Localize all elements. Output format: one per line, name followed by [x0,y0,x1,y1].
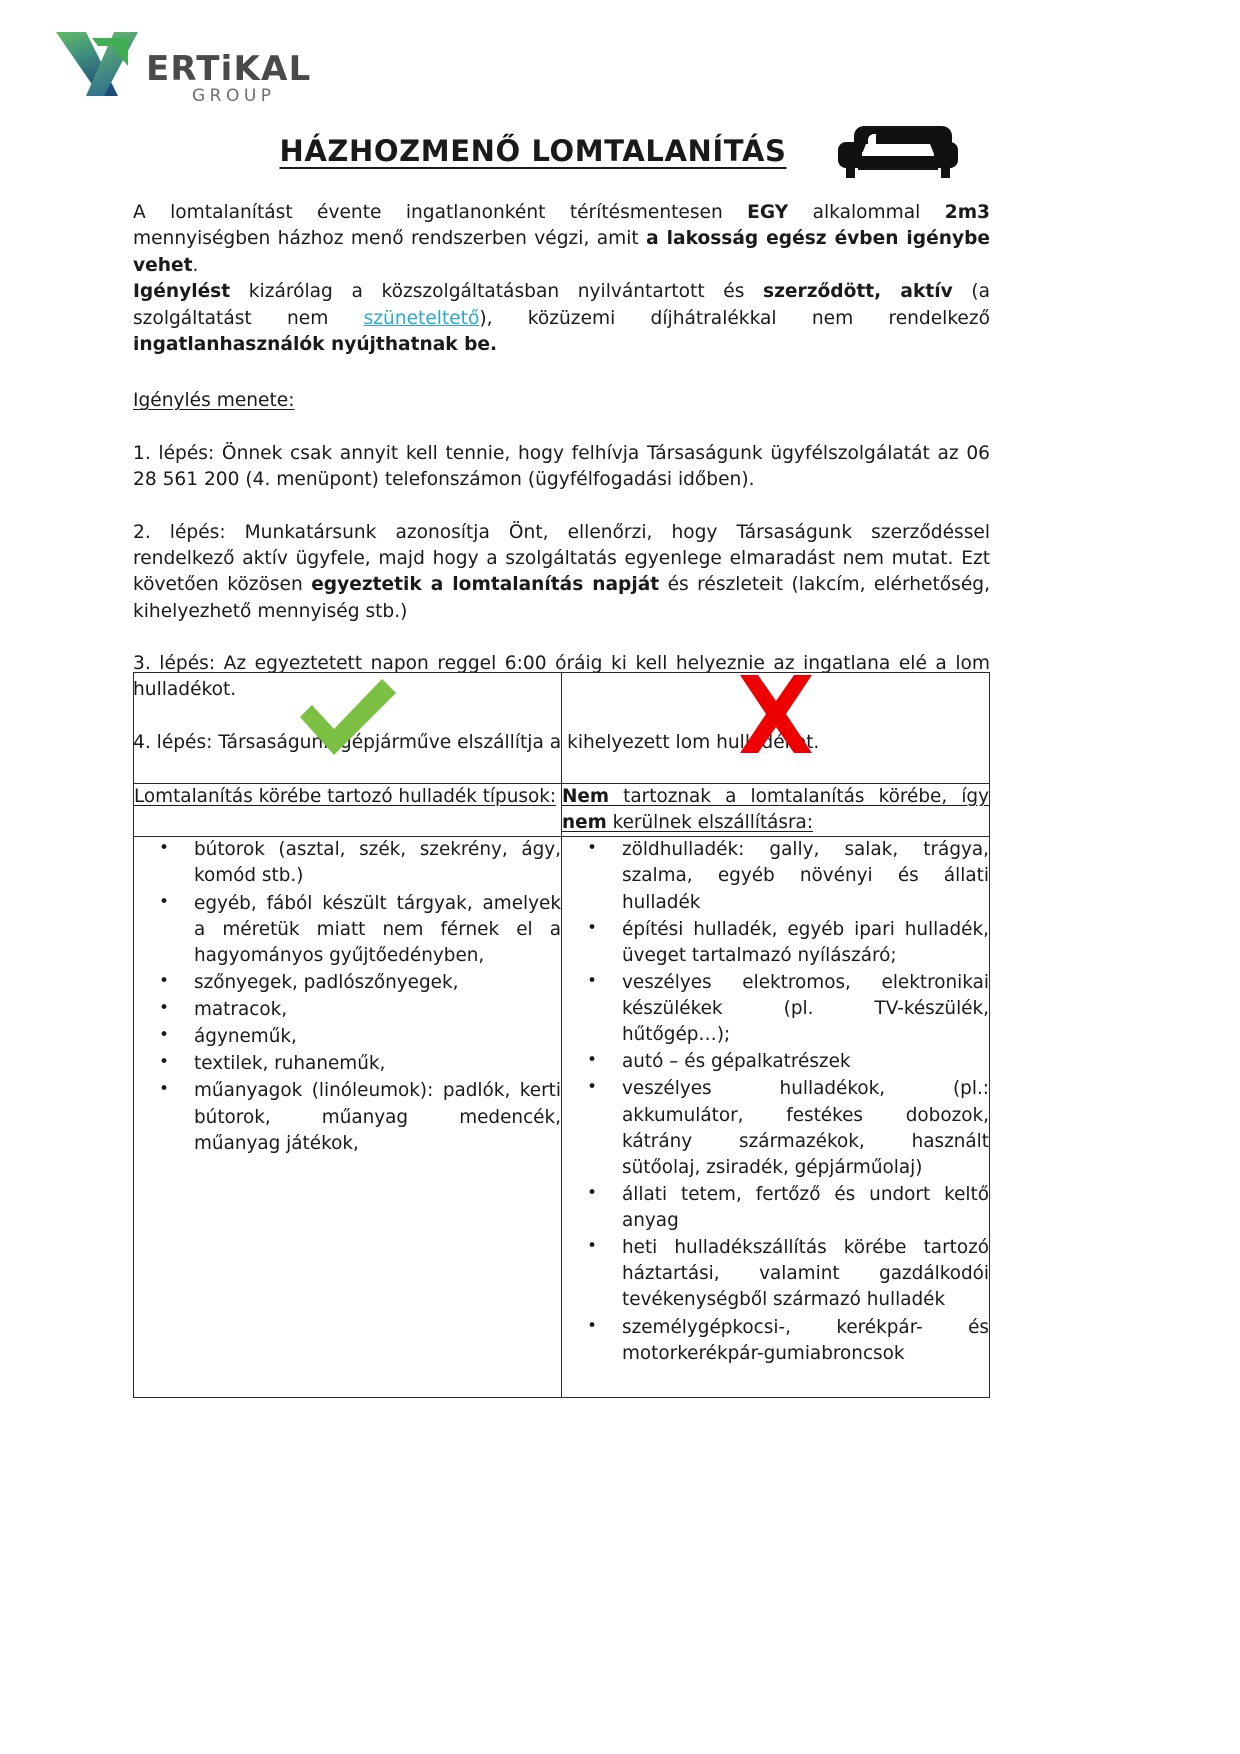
intro-p2-b: (a szolgáltatást nem [133,281,990,329]
step-1-text: Önnek csak annyit kell tennie, hogy felhívja Társaságunk ügyfélszolgálatát az 06 28 561 200 (4. menüpont) telefonszámon (ügyfélfogadási időben). [133,442,990,491]
list-item: • textilek, ruhaneműk, [194,1051,561,1077]
intro-p2-bold3: ingatlanhasználók nyújthatnak be. [133,333,498,355]
table-header-row [134,784,990,837]
step-1 [133,441,990,494]
intro-p1-bold2: 2m3 [944,202,990,223]
waste-types-table [133,672,990,1398]
logo-wordmark: ERTiKAL [146,49,312,89]
intro-p2-a: kizárólag a közszolgáltatásban nyilvántartott és [230,281,764,303]
allowed-list-cell [134,837,562,1398]
forbidden-icon-cell [562,673,990,784]
green-checkmark-icon [292,673,404,755]
forbidden-header-cell [562,784,990,837]
intro-p1-bold3: a lakosság egész évben igénybe vehet [133,228,991,276]
page-title: HÁZHOZMENŐ LOMTALANÍTÁS [279,134,787,168]
intro-p2-c: ), közüzemi díjhátralékkal nem rendelkező [479,307,991,329]
intro-p1-b: alkalommal [788,202,945,223]
list-item: • bútorok (asztal, szék, szekrény, ágy, komód stb.) [194,837,561,889]
intro-paragraph-1 [133,200,990,279]
list-item: • autó – és gépalkatrészek [622,1049,989,1075]
list-item: • építési hulladék, egyéb ipari hulladék, üveget tartalmazó nyílászáró; [622,917,989,969]
forbidden-list-cell [562,837,990,1398]
sofa-icon [836,120,960,182]
allowed-header-cell [134,784,562,837]
forbidden-header-text: Nem tartoznak a lomtalanítás körébe, így nem kerülnek elszállításra: [562,786,989,834]
step-3-text: Az egyeztetett napon reggel 6:00 óráig ki kell helyeznie az ingatlana elé a lom hulladékot. [133,653,991,701]
list-item: • állati tetem, fertőző és undort keltő anyag [622,1182,989,1234]
step-2-text-b: és részleteit (lakcím, elérhetőség, kihelyezhető mennyiség stb.) [133,574,990,622]
table-icon-row [134,673,990,784]
intro-paragraph-2 [133,279,990,358]
allowed-header-text: Lomtalanítás körébe tartozó hulladék típusok: [134,786,557,807]
allowed-waste-list [134,837,561,1157]
intro-p2-bold1: Igénylést [133,281,231,303]
list-item: • matracok, [194,997,561,1023]
list-item: • szőnyegek, padlószőnyegek, [194,970,561,996]
list-item: • egyéb, fából készült tárgyak, amelyek a méretük miatt nem férnek el a hagyományos gyűjtőedényben, [194,891,561,969]
step-2-text-bold: egyeztetik a lomtalanítás napját [311,574,660,596]
list-item: • veszélyes hulladékok, (pl.: akkumulátor, festékes dobozok, kátrány származékok, használt sütőolaj, zsiradék, gépjárműolaj) [622,1076,989,1181]
table-list-row [134,837,990,1398]
step-4-text: Társaságunk gépjárműve elszállítja a kihelyezett lom hulladékot. [212,731,820,753]
step-2-text-a: Munkatársunk azonosítja Önt, ellenőrzi, hogy Társaságunk szerződéssel rendelkező aktív ügyfele, majd hogy a szolgáltatás egyenlege elmaradást nem mutat. Ezt követően közösen [133,521,991,596]
list-item: • veszélyes elektromos, elektronikai készülékek (pl. TV-készülék, hűtőgép…); [622,970,989,1048]
step-1-label: 1. lépés: [133,442,215,464]
step-4-label: 4. lépés: [133,731,213,753]
intro-p1-a: A lomtalanítást évente ingatlanonként térítésmentesen [133,202,748,223]
intro-p1-c: mennyiségben házhoz menő rendszerben végzi, amit [133,228,647,250]
list-item: • személygépkocsi-, kerékpár- és motorkerékpár-gumiabroncsok [622,1315,989,1367]
step-2 [133,520,990,626]
logo-subtext: GROUP [192,86,276,106]
intro-p1-bold1: EGY [747,202,789,223]
section-heading-request-process: Igénylés menete: [133,390,295,412]
vertikal-group-logo [42,26,312,110]
allowed-icon-cell [134,673,562,784]
step-3-label: 3. lépés: [133,653,216,675]
step-2-label: 2. lépés: [133,521,226,543]
red-cross-icon [730,673,822,755]
list-item: • zöldhulladék: gally, salak, trágya, szalma, egyéb növényi és állati hulladék [622,837,989,915]
title-row [0,120,1240,182]
list-item: • ágyneműk, [194,1024,561,1050]
list-item: • heti hulladékszállítás körébe tartozó háztartási, valamint gazdálkodói tevékenységből származó hulladék [622,1235,989,1313]
szuneteltето-link[interactable]: szüneteltető [363,307,480,329]
forbidden-waste-list [562,837,989,1367]
intro-p2-bold2: szerződött, aktív [763,281,953,303]
list-item: • műanyagok (linóleumok): padlók, kerti bútorok, műanyag medencék, műanyag játékok, [194,1078,561,1156]
intro-p1-d: . [192,254,199,276]
